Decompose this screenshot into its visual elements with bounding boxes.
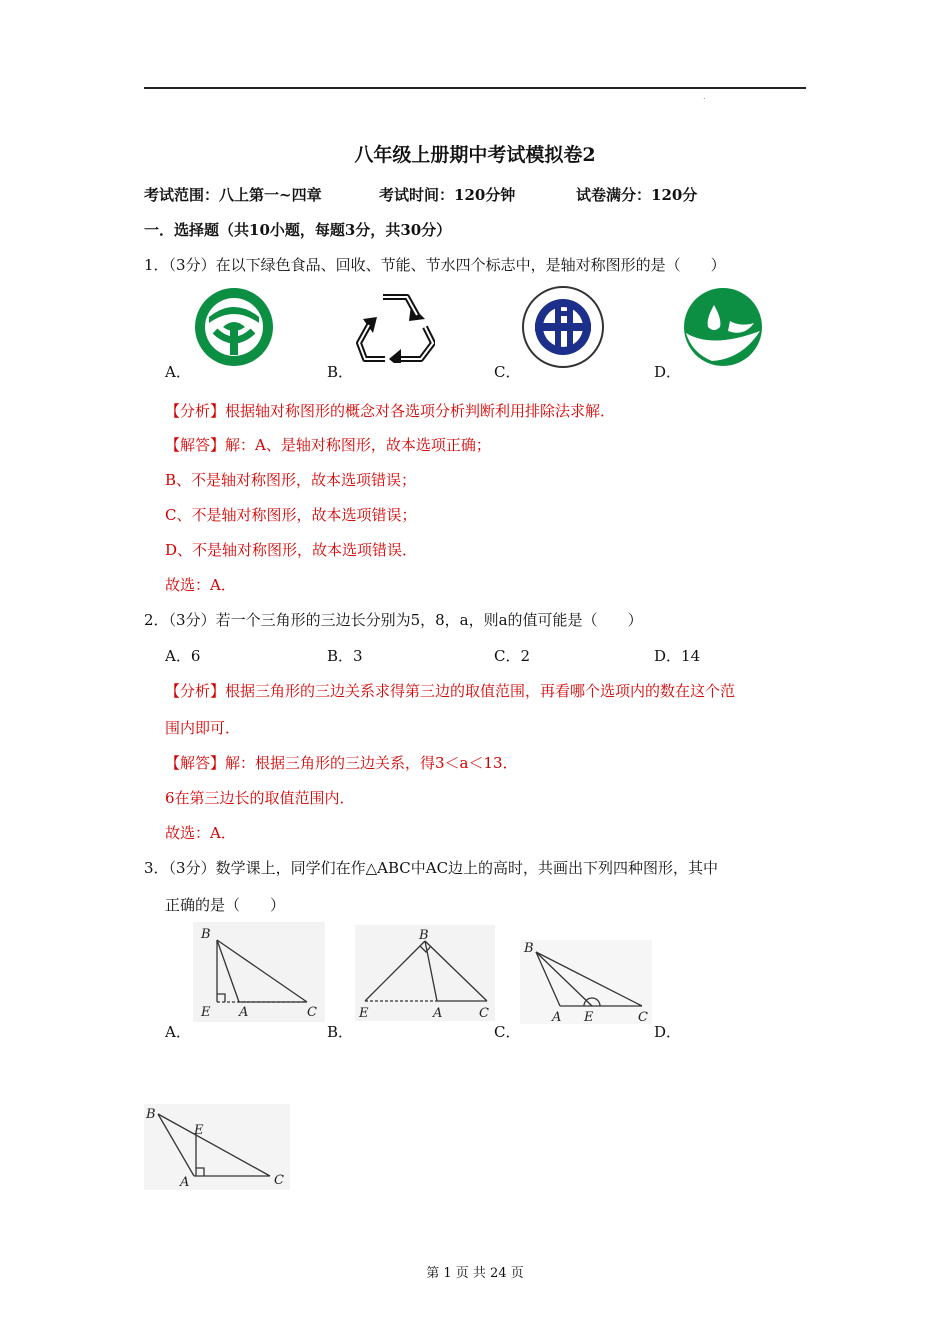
- q1-choice: 故选：A．: [165, 576, 236, 594]
- q3-option-a: A．: [165, 1023, 191, 1041]
- fig-c-label-e: E: [584, 1010, 594, 1024]
- q2-answer-line2: 6在第三边长的取值范围内．: [165, 789, 355, 807]
- exam-range: 考试范围：八上第一~四章: [144, 186, 322, 204]
- q2-option-a: A．6: [165, 647, 201, 665]
- q1-analysis: 【分析】根据轴对称图形的概念对各选项分析判断利用排除法求解．: [165, 402, 616, 420]
- fig-d-label-b: B: [146, 1107, 156, 1122]
- q1-option-d: D．: [654, 363, 682, 381]
- q3-stem-line1: 3．（3分）数学课上，同学们在作△ABC中AC边上的高时，共画出下列四种图形，其中: [144, 859, 719, 877]
- fig-c-label-b: B: [524, 941, 534, 956]
- exam-time: 考试时间：120分钟: [379, 186, 516, 204]
- q3-figure-c: [520, 940, 652, 1024]
- fig-d-label-c: C: [274, 1173, 284, 1188]
- q1-answer-line3: C、不是轴对称图形，故本选项错误；: [165, 506, 417, 524]
- q2-analysis-line2: 围内即可．: [165, 719, 241, 737]
- q2-stem: 2．（3分）若一个三角形的三边长分别为5，8，a，则a的值可能是（ ）: [144, 611, 643, 629]
- q3-figure-d: [144, 1104, 290, 1190]
- fig-d-label-a: A: [180, 1175, 190, 1190]
- q2-option-c: C．2: [494, 647, 531, 665]
- exam-full-score: 试卷满分：120分: [576, 186, 698, 204]
- q3-option-d: D．: [654, 1023, 682, 1041]
- q1-option-c: C．: [494, 363, 521, 381]
- fig-a-label-e: E: [201, 1005, 211, 1020]
- fig-c-label-a: A: [552, 1010, 562, 1024]
- q3-option-b: B．: [327, 1023, 354, 1041]
- fig-a-label-c: C: [307, 1005, 317, 1020]
- q2-analysis-line1: 【分析】根据三角形的三边关系求得第三边的取值范围，再看哪个选项内的数在这个范: [165, 682, 736, 700]
- header-rule: [144, 87, 806, 89]
- fig-b-label-a: A: [433, 1006, 443, 1021]
- q1-answer-line2: B、不是轴对称图形，故本选项错误；: [165, 471, 417, 489]
- fig-a-label-a: A: [239, 1005, 249, 1020]
- fig-d-label-e: E: [194, 1123, 204, 1138]
- green-food-logo: [193, 287, 275, 367]
- q2-option-d: D．14: [654, 647, 701, 665]
- q1-answer-line4: D、不是轴对称图形，故本选项错误．: [165, 541, 418, 559]
- q3-figure-a: [193, 922, 325, 1022]
- page-footer: 第 1 页 共 24 页: [426, 1266, 524, 1281]
- header-mark: .: [703, 92, 706, 101]
- q2-answer-line1: 【解答】解：根据三角形的三边关系，得3＜a＜13．: [165, 754, 518, 772]
- q1-stem: 1．（3分）在以下绿色食品、回收、节能、节水四个标志中，是轴对称图形的是（ ）: [144, 256, 726, 274]
- fig-b-label-c: C: [479, 1006, 489, 1021]
- q1-answer-line1: 【解答】解：A、是轴对称图形，故本选项正确；: [165, 436, 491, 454]
- fig-a-label-b: B: [201, 927, 211, 942]
- recycle-logo: [355, 289, 435, 363]
- section-heading: 一．选择题（共10小题，每题3分，共30分）: [144, 221, 452, 239]
- q1-option-a: A．: [165, 363, 191, 381]
- fig-b-label-b: B: [419, 928, 429, 943]
- q3-stem-line2: 正确的是（ ）: [165, 896, 286, 914]
- fig-c-label-c: C: [638, 1010, 648, 1024]
- q2-option-b: B．3: [327, 647, 363, 665]
- fig-b-label-e: E: [359, 1006, 369, 1021]
- page-title: 八年级上册期中考试模拟卷2: [354, 144, 596, 166]
- q3-figure-b: [355, 925, 495, 1021]
- energy-saving-logo: [521, 285, 605, 369]
- q1-option-b: B．: [327, 363, 354, 381]
- q2-choice: 故选：A．: [165, 824, 236, 842]
- water-saving-logo: [682, 287, 764, 367]
- q3-option-c: C．: [494, 1023, 521, 1041]
